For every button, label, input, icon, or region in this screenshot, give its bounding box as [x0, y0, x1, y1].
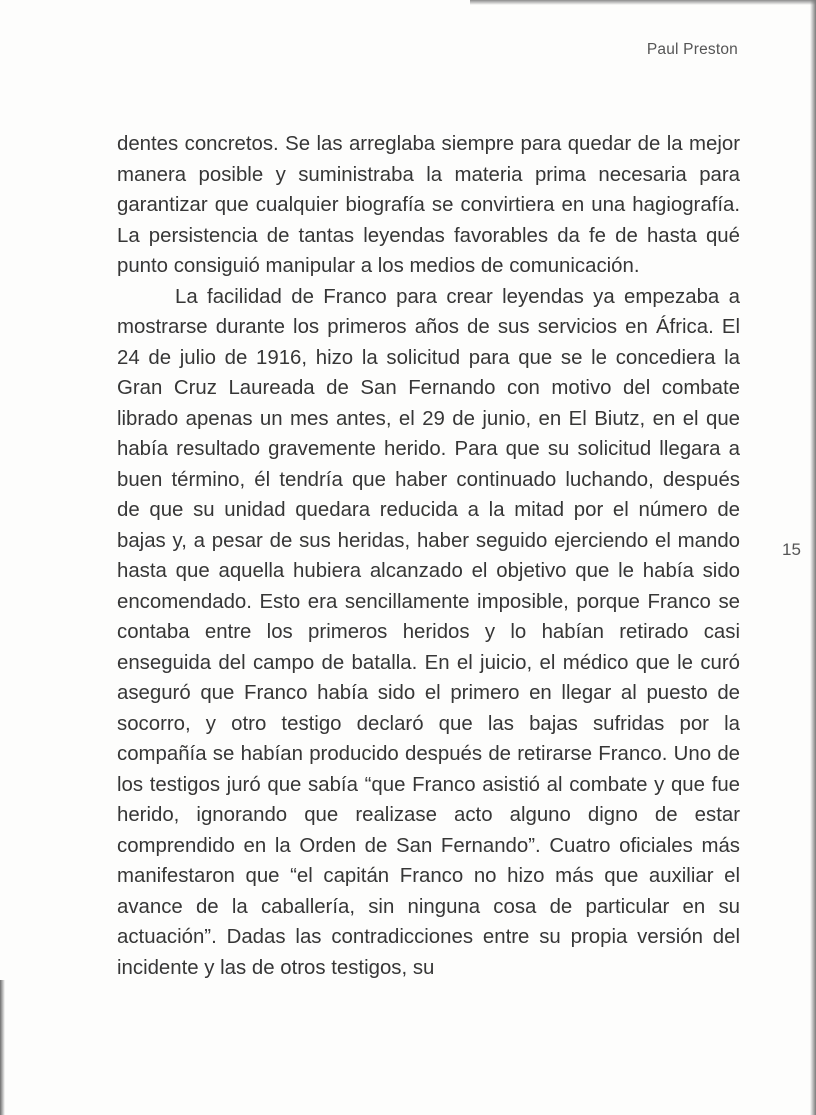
paragraph: La facilidad de Franco para crear leyendas ya empezaba a mostrarse durante los primeros años de sus servicios en África. El 24 de julio de 1916, hizo la solicitud para que se le concediera la Gran Cruz Laureada de San Fernando con motivo del combate librado apenas un mes antes, el 29 de junio, en El Biutz, en el que había resultado gravemente herido. Para que su solicitud llegara a buen término, él tendría que haber continuado luchando, después de que su unidad quedara reducida a la mitad por el número de bajas y, a pesar de sus heridas, haber seguido ejerciendo el mando hasta que aquella hubiera alcanzado el objetivo que le había sido encomendado. Esto era sencillamente imposible, porque Franco se contaba entre los primeros heridos y lo habían retirado casi enseguida del campo de batalla. En el juicio, el médico que le curó aseguró que Franco había sido el primero en llegar al puesto de socorro, y otro testigo declaró que las bajas sufridas por la compañía se habían producido después de retirarse Franco. Uno de los testigos juró que sabía “que Franco asistió al combate y que fue herido, ignorando que realizase acto alguno digno de estar comprendido en la Orden de San Fernando”. Cuatro oficiales más manifestaron que “el capitán Franco no hizo más que auxiliar el avance de la caballería, sin ninguna cosa de particular en su actuación”. Dadas las contradicciones entre su propia versión del incidente y las de otros testigos, su — [117, 285, 740, 979]
page-edge-shadow-top — [470, 0, 816, 5]
page-edge-shadow-right — [810, 0, 816, 1115]
body-text — [117, 129, 740, 983]
page-edge-shadow-left — [0, 980, 5, 1115]
paragraph: dentes concretos. Se las arreglaba siempre para quedar de la mejor manera posible y suministraba la materia prima necesaria para garantizar que cualquier biografía se convirtiera en una hagiografía. La persistencia de tantas leyendas favorables da fe de hasta qué punto consiguió manipular a los medios de comunicación. — [117, 133, 740, 277]
page-number: 15 — [782, 540, 801, 559]
running-head-author: Paul Preston — [646, 41, 738, 58]
